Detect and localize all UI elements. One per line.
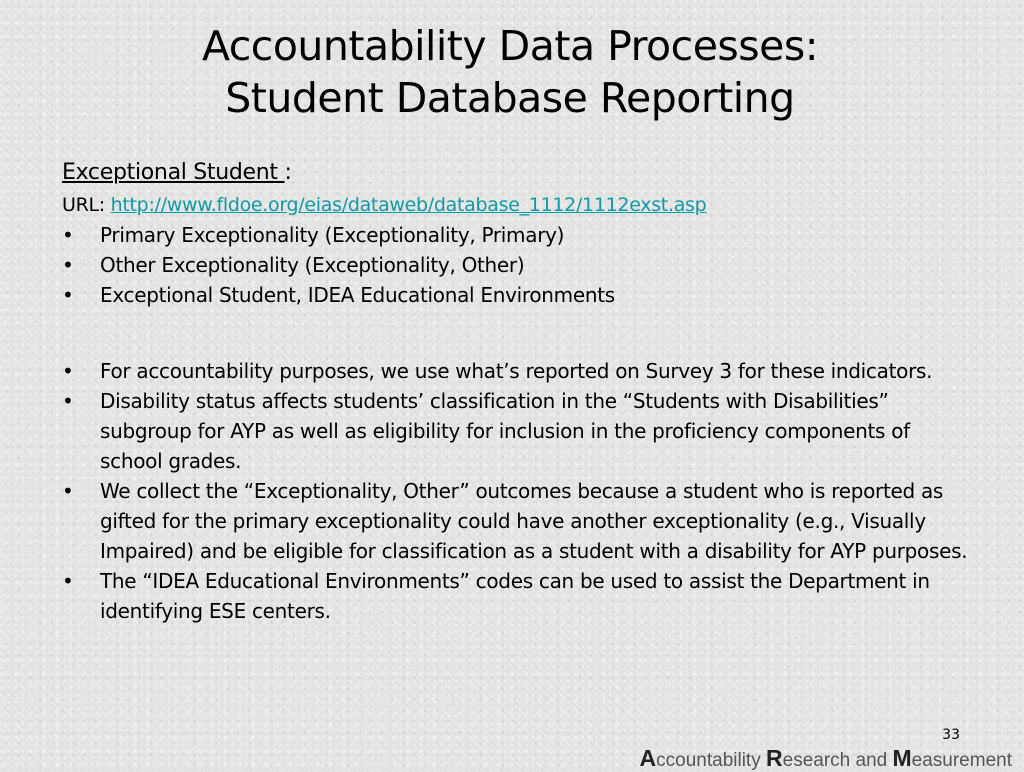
list-item-text: The “IDEA Educational Environments” codes can be used to assist the Department in identifying ESE centers. — [100, 569, 930, 623]
page-number: 33 — [942, 727, 960, 743]
list-item-text: Exceptional Student, IDEA Educational Environments — [100, 283, 615, 307]
bullet-icon: • — [62, 569, 74, 593]
section-heading — [62, 156, 977, 190]
database-url-link[interactable]: http://www.fldoe.org/eias/dataweb/database_1112/1112exst.asp — [110, 194, 707, 216]
section-heading-colon: : — [284, 160, 292, 185]
slide-title — [100, 20, 920, 124]
bullet-icon: • — [62, 283, 74, 307]
list-item — [62, 280, 977, 310]
list-item-text: Other Exceptionality (Exceptionality, Other) — [100, 253, 525, 277]
list-item — [62, 250, 977, 280]
list-item — [62, 566, 977, 626]
list-item-text: We collect the “Exceptionality, Other” outcomes because a student who is reported as gifted for the primary exceptionality could have another exceptionality (e.g., Visually Impaired) and be eligible for classification as a student with a disability for AYP purposes. — [100, 479, 968, 563]
url-label: URL: — [62, 194, 111, 216]
bullet-list — [62, 220, 977, 626]
list-item — [62, 386, 977, 476]
bullet-icon: • — [62, 389, 74, 413]
footer-a-rest: ccountability — [656, 750, 766, 771]
url-line — [62, 190, 977, 220]
footer-m-rest: easurement — [911, 750, 1012, 771]
list-item-text: Primary Exceptionality (Exceptionality, Primary) — [100, 223, 565, 247]
footer-m-initial: M — [892, 745, 912, 771]
footer-r-rest: esearch and — [782, 750, 893, 771]
list-item-text: Disability status affects students’ classification in the “Students with Disabilities” subgroup for AYP as well as eligibility for inclusion in the proficiency components of school grades. — [100, 389, 910, 473]
list-item-text: For accountability purposes, we use what’s reported on Survey 3 for these indicators. — [100, 359, 933, 383]
list-item — [62, 356, 977, 386]
list-item — [62, 476, 977, 566]
list-item — [62, 220, 977, 250]
section-heading-label: Exceptional Student — [62, 160, 285, 185]
bullet-icon: • — [62, 359, 74, 383]
bullet-icon: • — [62, 479, 74, 503]
slide-title-line-1: Accountability Data Processes: — [201, 22, 819, 70]
bullet-icon: • — [62, 223, 74, 247]
footer-r-initial: R — [766, 745, 783, 771]
bullet-icon: • — [62, 253, 74, 277]
slide-title-line-2: Student Database Reporting — [225, 74, 795, 122]
footer-a-initial: A — [639, 745, 657, 771]
slide-body — [62, 156, 977, 626]
